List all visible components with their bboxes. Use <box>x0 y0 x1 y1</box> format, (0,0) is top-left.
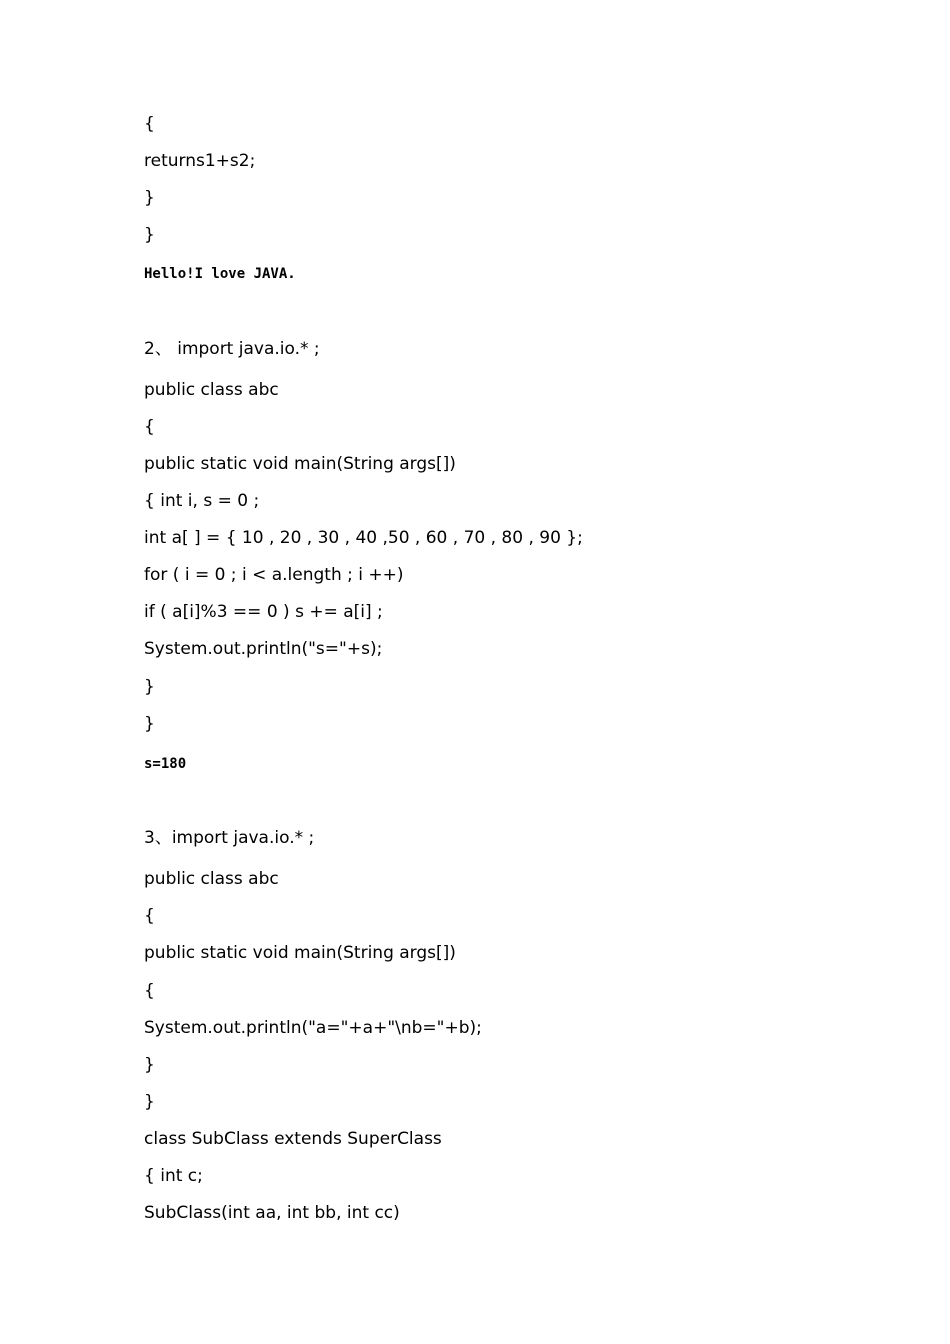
code-line: } <box>144 188 155 208</box>
code-line: { int c; <box>144 1166 203 1186</box>
program-output: s=180 <box>144 756 187 772</box>
code-line: { int i, s = 0 ; <box>144 491 260 511</box>
code-line: } <box>144 677 155 697</box>
code-line: if ( a[i]%3 == 0 ) s += a[i] ; <box>144 602 383 622</box>
code-line: System.out.println("a="+a+"\nb="+b); <box>144 1018 482 1038</box>
code-line: } <box>144 714 155 734</box>
program-output: Hello!I love JAVA. <box>144 266 296 282</box>
question-heading: 2、 import java.io.* ; <box>144 339 320 359</box>
question-heading: 3、import java.io.* ; <box>144 828 315 848</box>
code-line: } <box>144 225 155 245</box>
code-line: public class abc <box>144 380 279 400</box>
code-line: returns1+s2; <box>144 151 256 171</box>
code-line: { <box>144 417 155 437</box>
code-line: { <box>144 981 155 1001</box>
code-line: { <box>144 906 155 926</box>
code-line: public static void main(String args[]) <box>144 454 456 474</box>
code-line: public class abc <box>144 869 279 889</box>
code-line: } <box>144 1055 155 1075</box>
code-line: public static void main(String args[]) <box>144 943 456 963</box>
code-line: class SubClass extends SuperClass <box>144 1129 442 1149</box>
code-line: int a[ ] = { 10 , 20 , 30 , 40 ,50 , 60 , 70 , 80 , 90 }; <box>144 528 583 548</box>
code-line: System.out.println("s="+s); <box>144 639 383 659</box>
code-line: SubClass(int aa, int bb, int cc) <box>144 1203 400 1223</box>
code-line: { <box>144 114 155 134</box>
code-line: } <box>144 1092 155 1112</box>
code-line: for ( i = 0 ; i < a.length ; i ++) <box>144 565 404 585</box>
